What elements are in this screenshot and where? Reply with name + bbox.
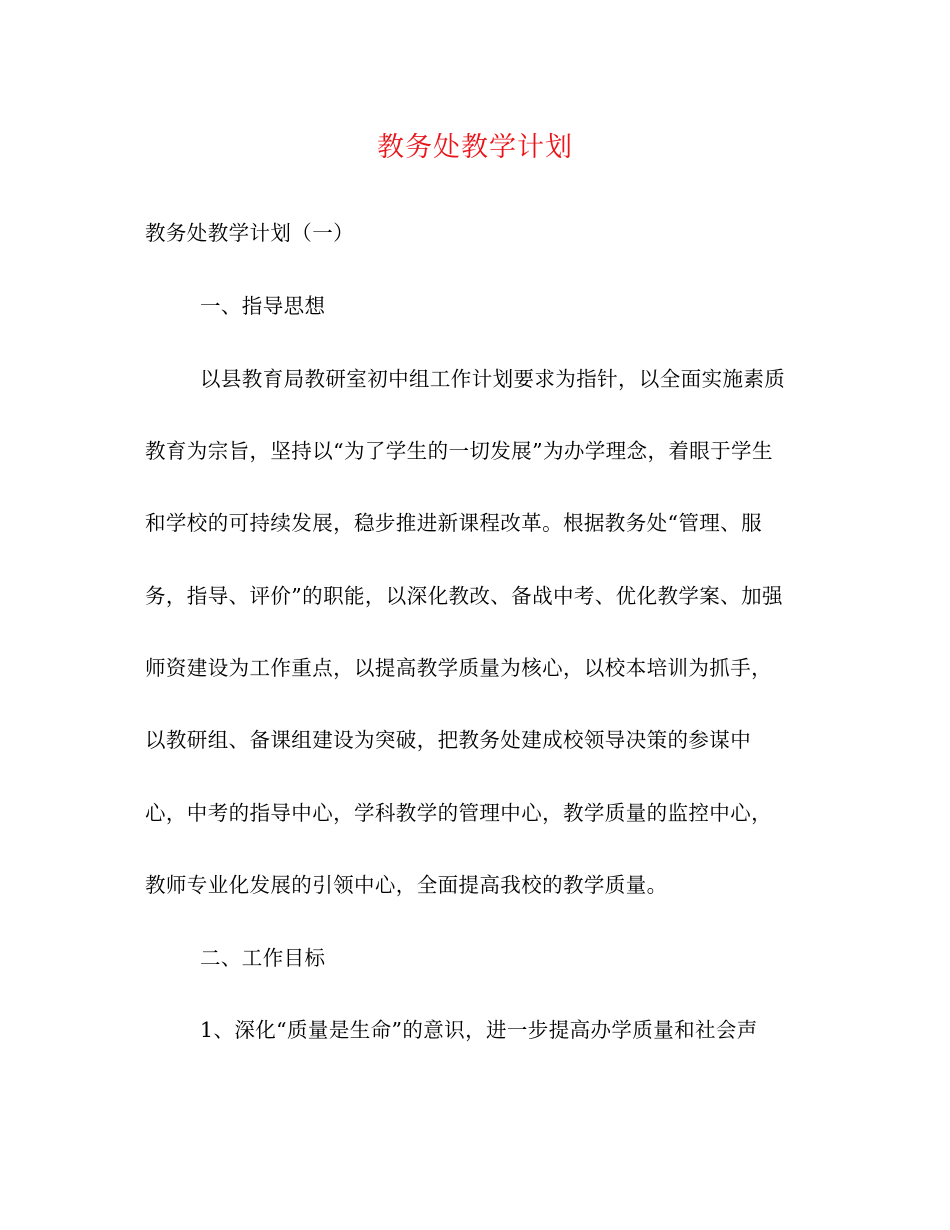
paragraph-line: 务，指导、评价”的职能，以深化教改、备战中考、优化教学案、加强 — [145, 584, 783, 608]
paragraph-line: 师资建设为工作重点，以提高教学质量为核心，以校本培训为抓手， — [145, 656, 772, 680]
paragraph-line: 以教研组、备课组建设为突破，把教务处建成校领导决策的参谋中 — [145, 728, 752, 752]
paragraph-line: 心，中考的指导中心，学科教学的管理中心，教学质量的监控中心， — [145, 801, 772, 825]
document-title: 教务处教学计划 — [377, 132, 573, 163]
document-subtitle: 教务处教学计划（一） — [145, 221, 354, 245]
paragraph-line: 以县教育局教研室初中组工作计划要求为指针，以全面实施素质 — [200, 367, 786, 391]
paragraph-line: 教育为宗旨，坚持以“为了学生的一切发展”为办学理念，着眼于学生 — [145, 439, 773, 463]
section-heading-guiding-ideology: 一、指导思想 — [200, 294, 326, 318]
section-heading-work-goals: 二、工作目标 — [200, 946, 326, 970]
paragraph-line: 教师专业化发展的引领中心，全面提高我校的教学质量。 — [145, 873, 668, 897]
list-item: 1、深化“质量是生命”的意识，进一步提高办学质量和社会声 — [200, 1018, 758, 1042]
paragraph-line: 和学校的可持续发展，稳步推进新课程改革。根据教务处“管理、服 — [145, 511, 762, 535]
